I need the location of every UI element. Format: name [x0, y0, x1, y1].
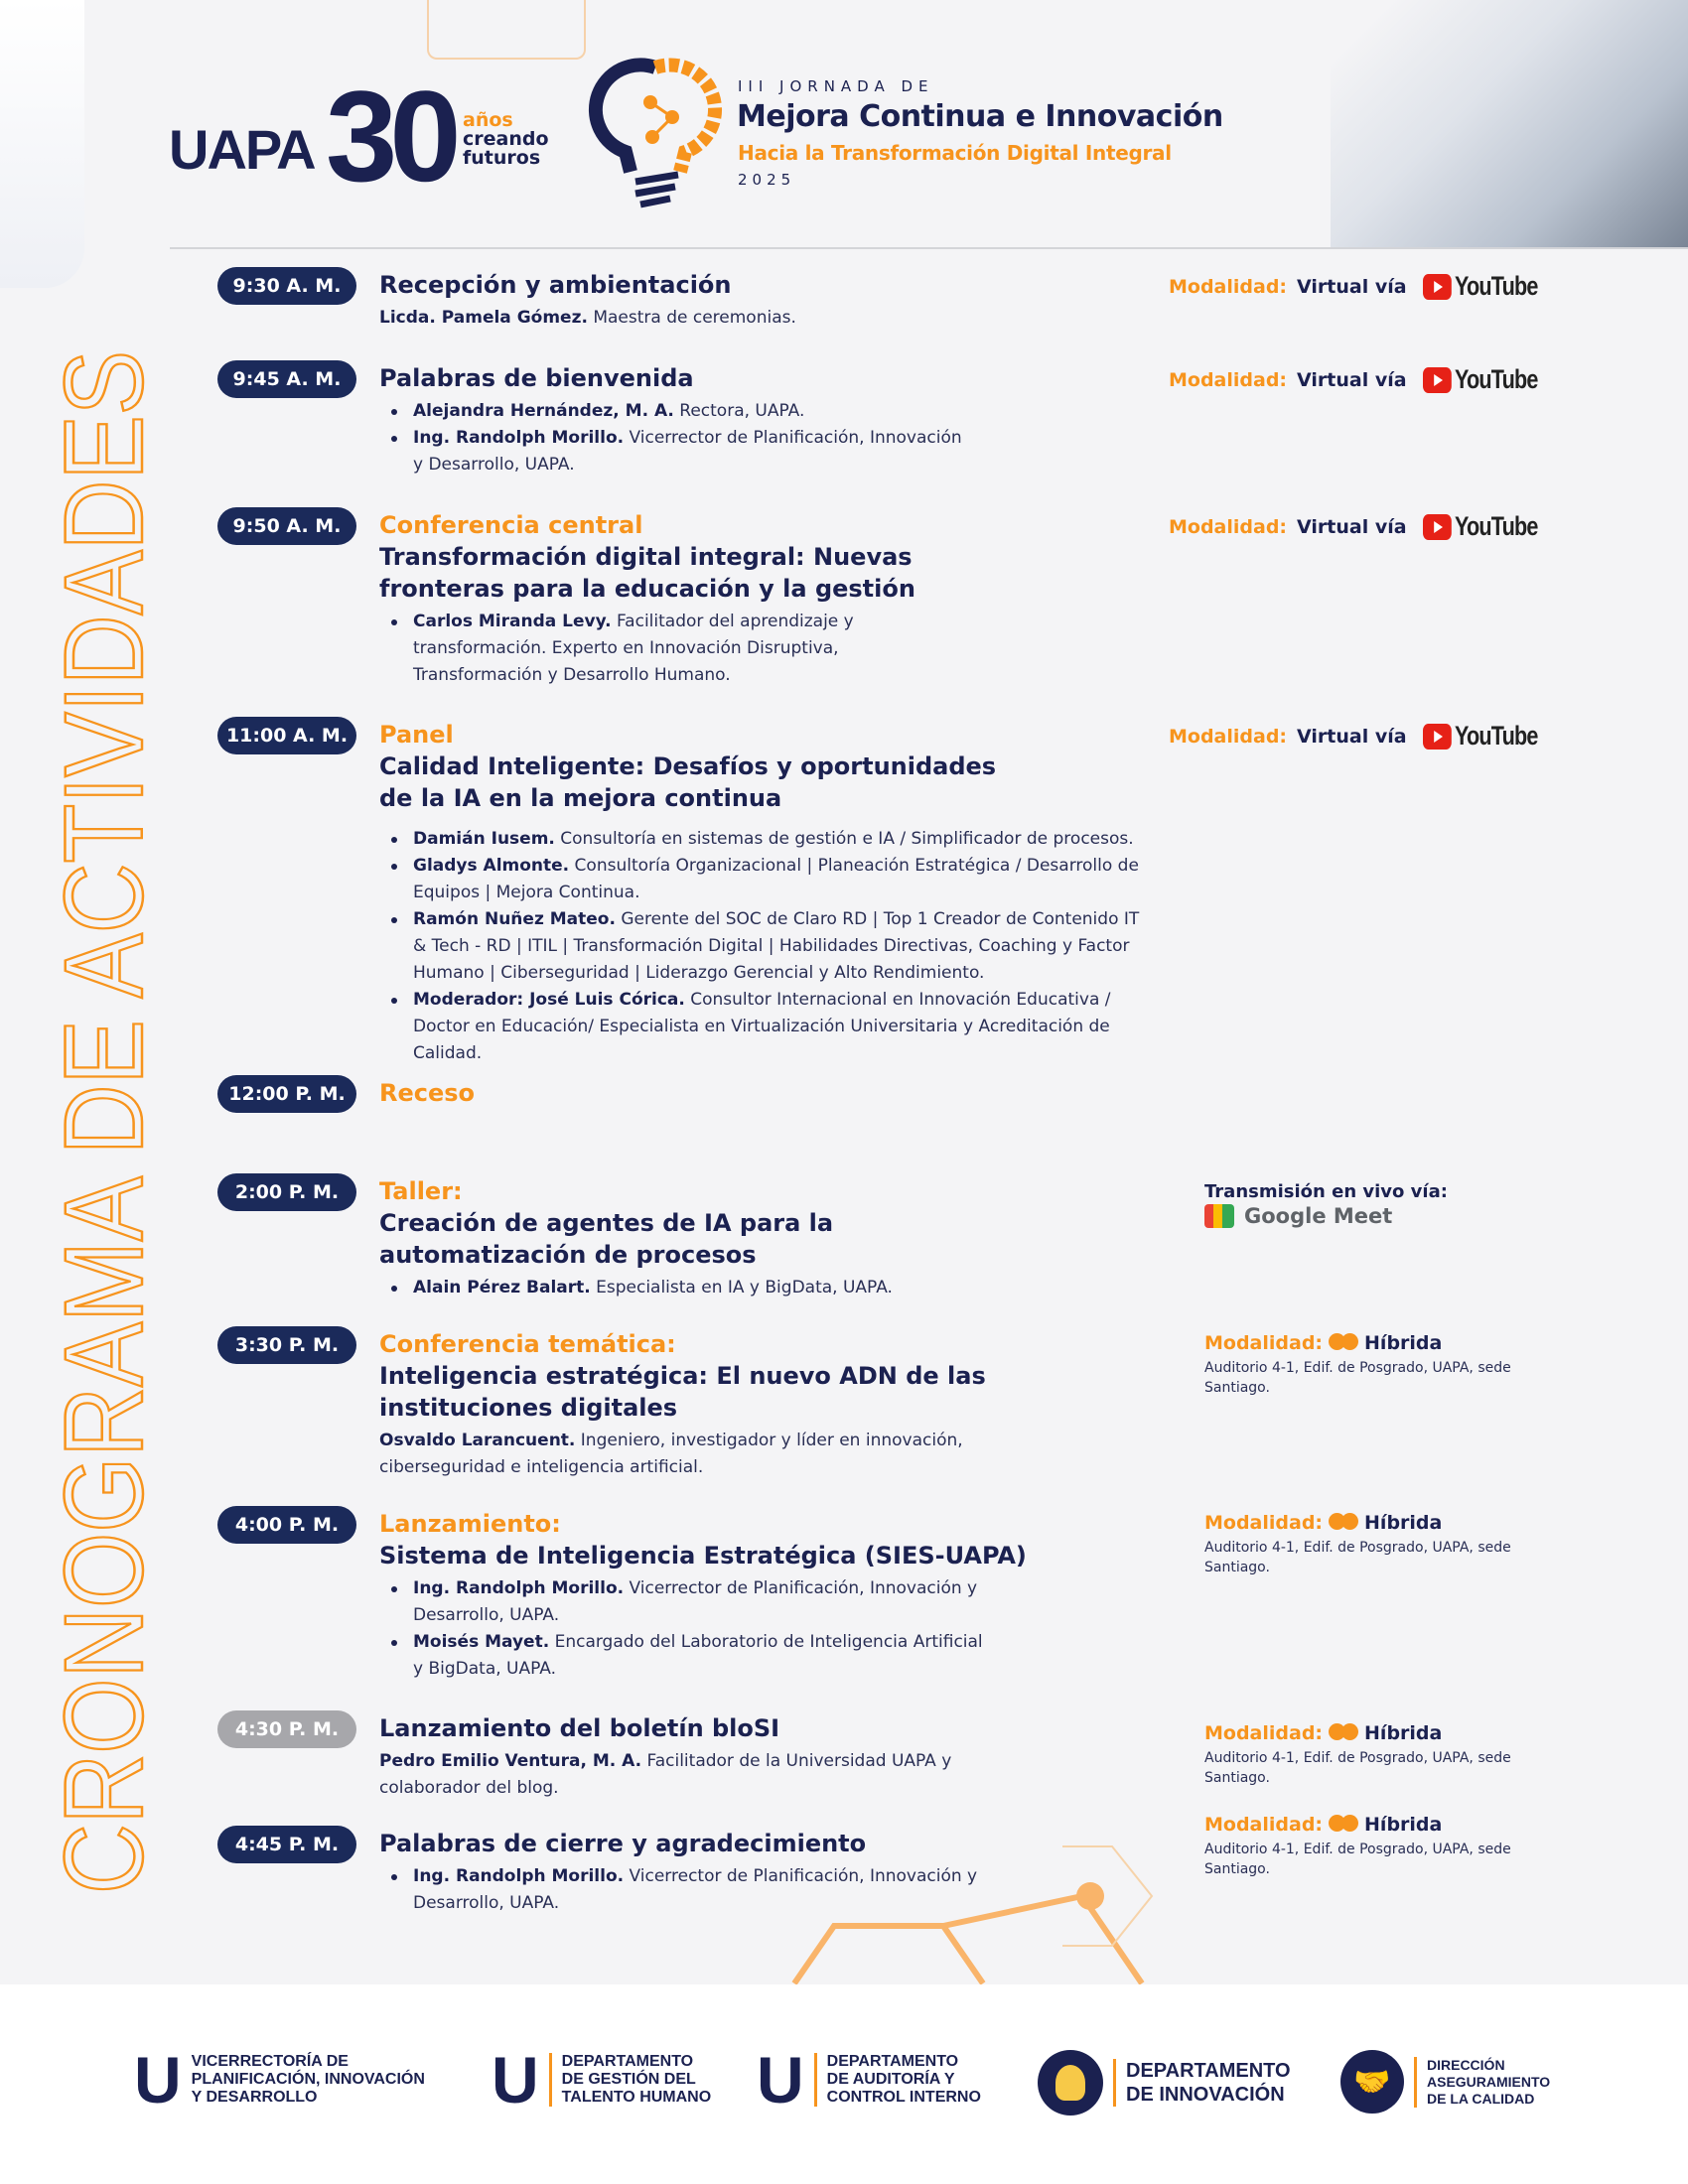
activity-type: Lanzamiento:	[379, 1510, 561, 1538]
time-badge: 11:00 A. M.	[217, 717, 356, 754]
lightbulb-icon	[1038, 2050, 1103, 2116]
hybrid-icon	[1329, 1513, 1358, 1533]
live-label: Transmisión en vivo vía:	[1204, 1181, 1448, 1202]
activity-title: Recepción y ambientación	[379, 271, 732, 299]
speaker-item: Alain Pérez Balart. Especialista en IA y BigData, UAPA.	[379, 1275, 1174, 1301]
activity-type: Conferencia temática:	[379, 1330, 676, 1358]
speaker-item: Ramón Nuñez Mateo. Gerente del SOC de Claro RD | Top 1 Creador de Contenido IT & Tech - RD | ITIL | Transformación Digital | Habilidades Directivas, Coaching y Factor Humano | Ciberseguridad | Liderazgo Gerencial y Alto Rendimiento.	[379, 906, 1154, 987]
youtube-icon	[1423, 724, 1452, 750]
activity-title: Palabras de bienvenida	[379, 364, 694, 392]
modality: Modalidad: Híbrida Auditorio 4-1, Edif. de Posgrado, UAPA, sede Santiago.	[1204, 1722, 1522, 1788]
speaker-item: Ing. Randolph Morillo. Vicerrector de Planificación, Innovación y Desarrollo, UAPA.	[379, 1575, 995, 1629]
speaker-item: Gladys Almonte. Consultoría Organizacional | Planeación Estratégica / Desarrollo de Equipos | Mejora Continua.	[379, 853, 1154, 906]
activity-title: Palabras de cierre y agradecimiento	[379, 1830, 867, 1857]
svg-text:CRONOGRAMA DE ACTIVIDADES: CRONOGRAMA DE ACTIVIDADES	[42, 127, 166, 1894]
activity-title: Lanzamiento del boletín bloSI	[379, 1714, 780, 1742]
hybrid-icon	[1329, 1815, 1358, 1835]
lightbulb-gear-icon	[601, 58, 710, 211]
speaker-item: Carlos Miranda Levy. Facilitador del aprendizaje y transformación. Experto en Innovación Disruptiva, Transformación y Desarrollo Humano.	[379, 609, 935, 689]
anniversary-number: 30	[326, 64, 454, 208]
footer-logo: U VICERRECTORÍA DE PLANIFICACIÓN, INNOVACIÓN Y DESARROLLO	[134, 2043, 425, 2116]
speaker-desc: Ingeniero, investigador y líder en innovación, ciberseguridad e inteligencia artificial.	[379, 1431, 963, 1477]
uapa-u-icon: U	[134, 2043, 182, 2116]
decorative-hexagons	[427, 0, 586, 60]
location: Auditorio 4-1, Edif. de Posgrado, UAPA, sede Santiago.	[1204, 1540, 1511, 1575]
speaker-item: Ing. Randolph Morillo. Vicerrector de Planificación, Innovación y Desarrollo, UAPA.	[379, 425, 975, 478]
uapa-u-icon: U	[492, 2043, 539, 2116]
youtube-icon	[1423, 274, 1452, 300]
side-title	[42, 127, 166, 1896]
speaker-desc: Maestra de ceremonias.	[587, 308, 796, 328]
location: Auditorio 4-1, Edif. de Posgrado, UAPA, sede Santiago.	[1204, 1750, 1511, 1786]
youtube-logo: YouTube	[1423, 271, 1538, 302]
activity-type: Receso	[379, 1079, 476, 1107]
activity-title: Calidad Inteligente: Desafíos y oportunidades de la IA en la mejora continua	[379, 752, 997, 812]
hybrid-icon	[1329, 1723, 1358, 1743]
time-badge: 4:30 P. M.	[217, 1710, 356, 1748]
speaker-item: Damián Iusem. Consultoría en sistemas de gestión e IA / Simplificador de procesos.	[379, 826, 1154, 853]
location: Auditorio 4-1, Edif. de Posgrado, UAPA, sede Santiago.	[1204, 1842, 1511, 1877]
modality: Modalidad: Híbrida Auditorio 4-1, Edif. de Posgrado, UAPA, sede Santiago.	[1204, 1814, 1522, 1879]
speaker-desc: Facilitador de la Universidad UAPA y colaborador del blog.	[379, 1751, 952, 1798]
youtube-logo: YouTube	[1423, 364, 1538, 395]
speaker-item: Alejandra Hernández, M. A. Rectora, UAPA.	[379, 398, 975, 425]
modality-label: Modalidad:	[1169, 275, 1288, 298]
anniversary-word: futuros	[463, 147, 541, 169]
speaker-name: Licda. Pamela Gómez.	[379, 308, 588, 328]
time-badge: 3:30 P. M.	[217, 1326, 356, 1364]
activity-type: Conferencia central	[379, 511, 643, 539]
youtube-icon	[1423, 367, 1452, 393]
time-badge: 9:50 A. M.	[217, 507, 356, 545]
anniversary-word: años	[463, 109, 513, 131]
youtube-icon	[1423, 514, 1452, 540]
uapa-logo: UAPA	[169, 118, 315, 181]
anniversary-words	[463, 111, 549, 168]
modality: Modalidad: Virtual vía YouTube	[1169, 511, 1538, 541]
activity-title: Inteligencia estratégica: El nuevo ADN de las instituciones digitales	[379, 1362, 986, 1422]
hybrid-icon	[1329, 1333, 1358, 1353]
time-badge: 9:45 A. M.	[217, 360, 356, 398]
time-badge: 4:00 P. M.	[217, 1506, 356, 1544]
activity-type: Panel	[379, 721, 454, 749]
event-subtitle: Hacia la Transformación Digital Integral	[738, 141, 1172, 165]
speaker-item: Moisés Mayet. Encargado del Laboratorio de Inteligencia Artificial y BigData, UAPA.	[379, 1629, 995, 1683]
decorative-network	[774, 1837, 1172, 1985]
youtube-logo: YouTube	[1423, 511, 1538, 542]
speaker-name: Pedro Emilio Ventura, M. A.	[379, 1751, 642, 1771]
youtube-logo: YouTube	[1423, 721, 1538, 751]
modality: Modalidad: Híbrida Auditorio 4-1, Edif. de Posgrado, UAPA, sede Santiago.	[1204, 1332, 1522, 1398]
location: Auditorio 4-1, Edif. de Posgrado, UAPA, sede Santiago.	[1204, 1360, 1511, 1396]
speaker-name: Osvaldo Larancuent.	[379, 1431, 576, 1450]
uapa-u-icon: U	[757, 2043, 804, 2116]
time-badge: 2:00 P. M.	[217, 1173, 356, 1211]
event-kicker: III JORNADA DE	[738, 77, 934, 95]
header-photo	[1331, 0, 1688, 248]
time-badge: 12:00 P. M.	[217, 1075, 356, 1113]
activity-type: Taller:	[379, 1177, 463, 1205]
event-year: 2025	[738, 171, 796, 189]
speaker-item: Ing. Randolph Morillo. Vicerrector de Planificación, Innovación y Desarrollo, UAPA.	[379, 1863, 995, 1917]
activity-title: Transformación digital integral: Nuevas fronteras para la educación y la gestión	[379, 543, 915, 603]
header-divider	[170, 247, 1688, 249]
live-stream-info	[1204, 1181, 1522, 1228]
activity-title: Sistema de Inteligencia Estratégica (SIES-UAPA)	[379, 1542, 1027, 1570]
google-meet-label: Google Meet	[1244, 1204, 1393, 1228]
modality: Modalidad: Virtual vía YouTube	[1169, 364, 1538, 394]
handshake-icon: 🤝	[1340, 2050, 1404, 2114]
time-badge: 9:30 A. M.	[217, 267, 356, 305]
footer-logo: DEPARTAMENTO DE INNOVACIÓN	[1038, 2050, 1291, 2116]
footer-logo: U DEPARTAMENTO DE GESTIÓN DEL TALENTO HUMANO	[492, 2043, 712, 2116]
decorative-pattern	[0, 0, 84, 288]
modality: Modalidad: Virtual vía YouTube	[1169, 721, 1538, 751]
activity-title: Creación de agentes de IA para la automatización de procesos	[379, 1209, 834, 1269]
footer-logo: 🤝 DIRECCIÓN ASEGURAMIENTO DE LA CALIDAD	[1340, 2050, 1550, 2114]
modality: Modalidad: Híbrida Auditorio 4-1, Edif. de Posgrado, UAPA, sede Santiago.	[1204, 1512, 1522, 1577]
speaker-item: Moderador: José Luis Córica. Consultor Internacional en Innovación Educativa / Doctor en Educación/ Especialista en Virtualización Universitaria y Acreditación de Calidad.	[379, 987, 1154, 1067]
anniversary-word: creando	[463, 128, 549, 150]
google-meet-icon	[1204, 1204, 1234, 1228]
modality-value: Virtual vía	[1297, 275, 1407, 298]
event-title: Mejora Continua e Innovación	[737, 99, 1223, 134]
footer-logo: U DEPARTAMENTO DE AUDITORÍA Y CONTROL INTERNO	[757, 2043, 981, 2116]
modality	[1169, 271, 1566, 302]
time-badge: 4:45 P. M.	[217, 1826, 356, 1863]
